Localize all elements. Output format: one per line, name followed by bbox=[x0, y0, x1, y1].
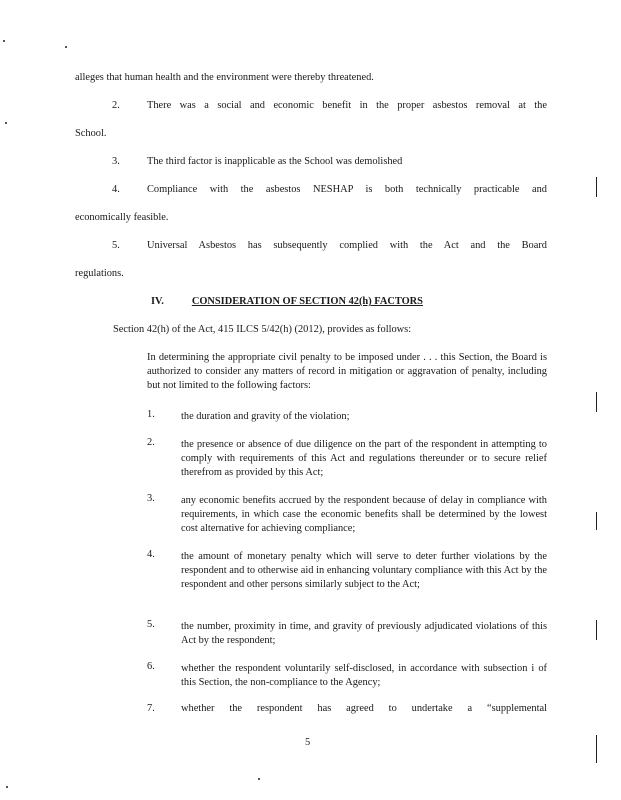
factor-1-text: the duration and gravity of the violation; bbox=[181, 411, 350, 422]
paragraph-2-number: 2. bbox=[112, 100, 120, 111]
quote-intro: In determining the appropriate civil penalty to be imposed under . . . this Section, the Board is authorized to consider any matters of record in mitigation or aggravation of penalty, including but not limited to the following factors: bbox=[147, 352, 547, 391]
factor-5-text: the number, proximity in time, and gravity of previously adjudicated violations of this Act by the respondent; bbox=[181, 621, 547, 646]
continuation-line: alleges that human health and the environment were thereby threatened. bbox=[75, 72, 374, 83]
factor-4-number: 4. bbox=[147, 549, 155, 560]
scan-speck bbox=[6, 786, 8, 788]
paragraph-2-first-line: There was a social and economic benefit in the proper asbestos removal at the bbox=[147, 100, 547, 111]
paragraph-3-first-line: The third factor is inapplicable as the School was demolished bbox=[147, 156, 403, 167]
factor-7-number: 7. bbox=[147, 703, 155, 714]
factor-6-text: whether the respondent voluntarily self-disclosed, in accordance with subsection i of this Section, the non-compliance to the Agency; bbox=[181, 663, 547, 688]
revision-mark bbox=[596, 392, 597, 412]
factor-3-text: any economic benefits accrued by the respondent because of delay in compliance with requirements, in which case the economic benefits shall be determined by the lowest cost alternative for achieving compliance; bbox=[181, 495, 547, 534]
factor-6-number: 6. bbox=[147, 661, 155, 672]
section-intro: Section 42(h) of the Act, 415 ILCS 5/42(h) (2012), provides as follows: bbox=[113, 324, 412, 335]
paragraph-3-number: 3. bbox=[112, 156, 120, 167]
revision-mark bbox=[596, 620, 597, 640]
revision-mark bbox=[596, 177, 597, 197]
section-number: IV. bbox=[151, 296, 164, 307]
factor-5-number: 5. bbox=[147, 619, 155, 630]
factor-1-number: 1. bbox=[147, 409, 155, 420]
scan-speck bbox=[258, 778, 260, 780]
revision-mark bbox=[596, 512, 597, 530]
paragraph-5-number: 5. bbox=[112, 240, 120, 251]
paragraph-4-rest: economically feasible. bbox=[75, 212, 169, 223]
paragraph-4-first-line: Compliance with the asbestos NESHAP is both technically practicable and bbox=[147, 184, 547, 195]
page-number: 5 bbox=[305, 737, 311, 748]
paragraph-4-number: 4. bbox=[112, 184, 120, 195]
section-heading bbox=[151, 297, 423, 307]
factor-2-text: the presence or absence of due diligence on the part of the respondent in attempting to comply with requirements of this Act and regulations thereunder or to secure relief therefrom as provided by this Act; bbox=[181, 439, 547, 478]
paragraph-5-first-line: Universal Asbestos has subsequently complied with the Act and the Board bbox=[147, 240, 547, 251]
factor-3-number: 3. bbox=[147, 493, 155, 504]
section-title: CONSIDERATION OF SECTION 42(h) FACTORS bbox=[191, 296, 423, 307]
revision-mark bbox=[596, 735, 597, 763]
scan-speck bbox=[5, 122, 7, 124]
factor-7-text: whether the respondent has agreed to undertake a “supplemental bbox=[181, 703, 547, 714]
factor-2-number: 2. bbox=[147, 437, 155, 448]
scan-speck bbox=[3, 40, 5, 42]
scan-speck bbox=[65, 46, 67, 48]
paragraph-2-rest: School. bbox=[75, 128, 107, 139]
paragraph-5-rest: regulations. bbox=[75, 268, 124, 279]
factor-4-text: the amount of monetary penalty which will serve to deter further violations by the respondent and to otherwise aid in enhancing voluntary compliance with this Act by the respondent and other persons similarly subject to the Act; bbox=[181, 551, 547, 590]
